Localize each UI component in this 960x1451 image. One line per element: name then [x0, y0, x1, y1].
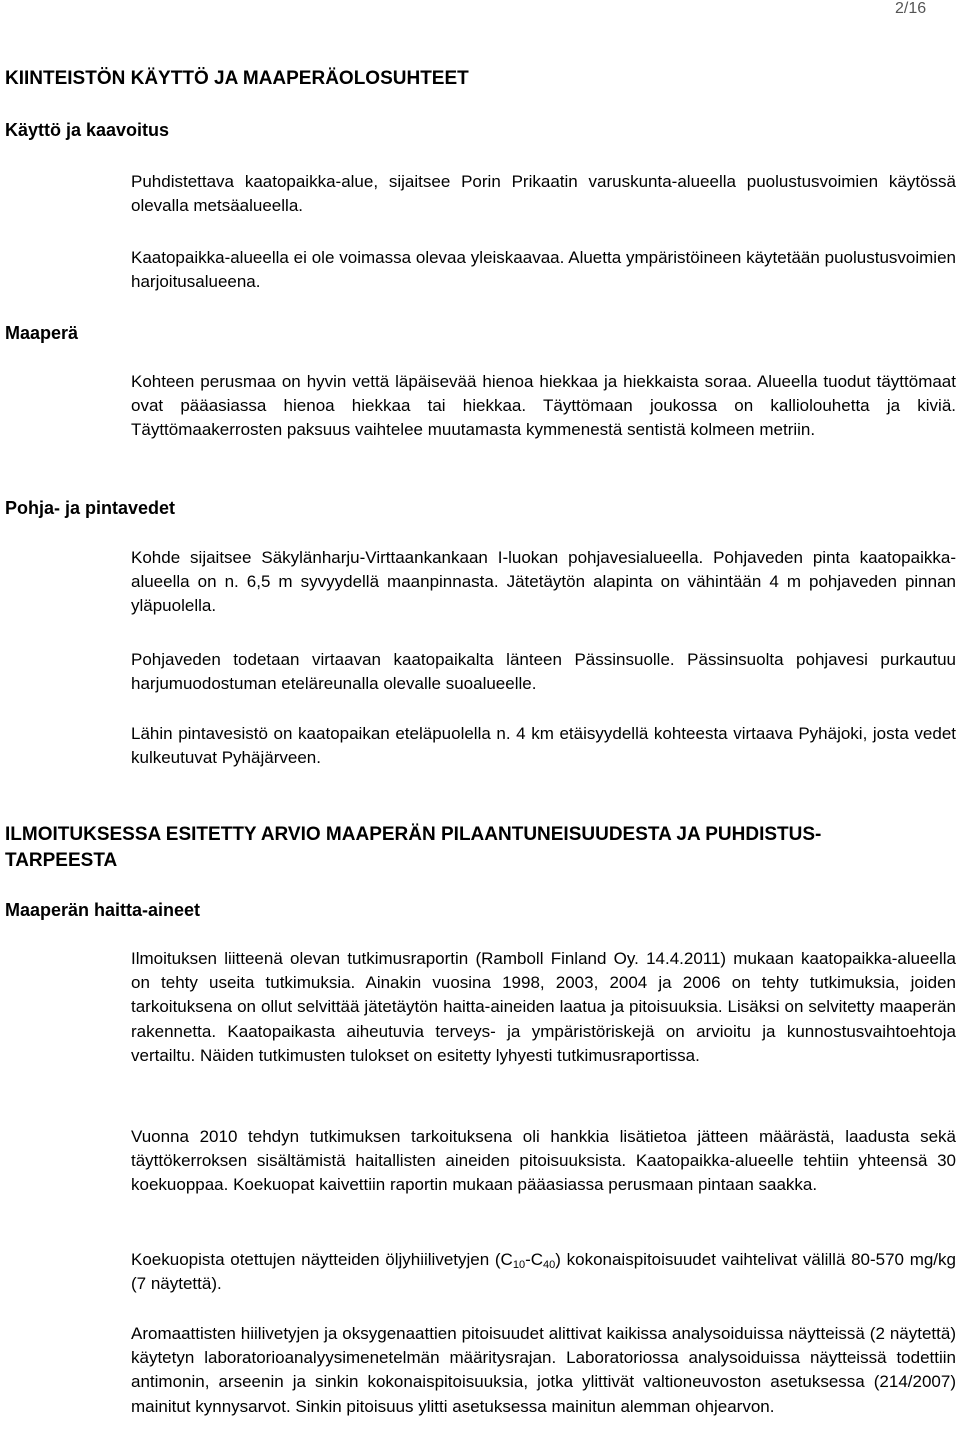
page-number: 2/16 — [895, 0, 927, 17]
paragraph-kaytto-2: Kaatopaikka-alueella ei ole voimassa olevaa yleiskaavaa. Aluetta ympäristöineen käytetään puolustusvoimien harjoitusalueena. — [131, 248, 956, 292]
paragraph-pohjavedet-1: Kohde sijaitsee Säkylänharju-Virttaankankaan I-luokan pohjavesialueella. Pohjaveden pinta kaatopaikka-alueella on n. 6,5 m syvyydellä maanpinnasta. Jätetäytön alapinta on vähintään 4 m pohjaveden pinnan yläpuolella. — [131, 548, 956, 616]
paragraph-kaytto-1: Puhdistettava kaatopaikka-alue, sijaitsee Porin Prikaatin varuskunta-alueella puolustusvoimien käytössä olevalla metsäalueella. — [131, 172, 956, 216]
oil-subscript-1: 10 — [512, 1259, 526, 1271]
paragraph-haitta-2: Vuonna 2010 tehdyn tutkimuksen tarkoituksena oli hankkia lisätietoa jätteen määrästä, laadusta sekä täyttökerroksen sisältämistä haitallisten aineiden pitoisuuksista. Kaatopaikka-alueelle tehtiin yhteensä 30 koekuoppaa. Koekuopat kaivettiin raportin mukaan pääasiassa perusmaan pintaan saakka. — [131, 1127, 956, 1195]
oil-text-mid: -C — [525, 1250, 544, 1269]
section2-title-line1: ILMOITUKSESSA ESITETTY ARVIO MAAPERÄN PILAANTUNEISUUDESTA JA PUHDISTUS- — [5, 824, 822, 845]
paragraph-pohjavedet-3: Lähin pintavesistö on kaatopaikan eteläpuolella n. 4 km etäisyydellä kohteesta virtaava Pyhäjoki, josta vedet kulkeutuvat Pyhäjärveen. — [131, 724, 956, 768]
section-label-kaytto: Käyttö ja kaavoitus — [5, 120, 170, 140]
paragraph-haitta-1: Ilmoituksen liitteenä olevan tutkimusraportin (Ramboll Finland Oy. 14.4.2011) mukaan kaatopaikka-alueella on tehty useita tutkimuksia. Ainakin vuosina 1998, 2003, 2004 ja 2006 on tehty tutkimuksia, joiden tarkoituksena on ollut selvittää jätetäytön haitta-aineiden laatua ja pitoisuuksia. Lisäksi on selvitetty maaperän rakennetta. Kaatopaikasta aiheutuvia terveys- ja ympäristöriskejä on arvioitu ja kunnostusvaihtoehtoja vertailtu. Näiden tutkimusten tulokset on esitetty lyhyesti tutkimusraportissa. — [131, 949, 956, 1065]
paragraph-haitta-oil — [131, 1248, 956, 1296]
section2-title — [5, 822, 955, 874]
paragraph-maapera-1: Kohteen perusmaa on hyvin vettä läpäisevää hienoa hiekkaa ja hiekkaista soraa. Alueella tuodut täyttömaat ovat pääasiassa hienoa hiekkaa tai hiekkaa. Täyttömaan joukossa on kalliolouhetta ja kiviä. Täyttömaakerrosten paksuus vaihtelee muutamasta kymmenestä sentistä kolmeen metriin. — [131, 372, 956, 440]
oil-text-before: Koekuopista otettujen näytteiden öljyhiilivetyjen (C — [131, 1250, 513, 1269]
oil-text-after: ) kokonaispitoisuudet vaihtelivat välillä 80-570 mg/kg (7 näytettä). — [131, 1250, 956, 1294]
section1-title: KIINTEISTÖN KÄYTTÖ JA MAAPERÄOLOSUHTEET — [5, 68, 469, 89]
paragraph-haitta-3: Aromaattisten hiilivetyjen ja oksygenaattien pitoisuudet alittivat kaikissa analysoiduissa näytteissä (2 näytettä) käytetyn laboratorioanalyysimenetelmän määritysrajan. Laboratoriossa analysoiduissa näytteissä todettiin antimonin, arseenin ja sinkin kokonaispitoisuuksia, jotka ylittivät valtioneuvoston asetuksessa (214/2007) mainitut kynnysarvot. Sinkin pitoisuus ylitti asetuksessa mainitun alemman ohjearvon. — [131, 1324, 956, 1416]
section-label-maapera: Maaperä — [5, 323, 79, 343]
section-label-haitta: Maaperän haitta-aineet — [5, 900, 201, 920]
oil-subscript-2: 40 — [543, 1259, 556, 1271]
section-label-pohjavedet: Pohja- ja pintavedet — [5, 498, 176, 518]
paragraph-pohjavedet-2: Pohjaveden todetaan virtaavan kaatopaikalta länteen Pässinsuolle. Pässinsuolta pohjavesi purkautuu harjumuodostuman eteläreunalla olevalle suoalueelle. — [131, 650, 956, 694]
section2-title-line2: TARPEESTA — [5, 850, 118, 871]
